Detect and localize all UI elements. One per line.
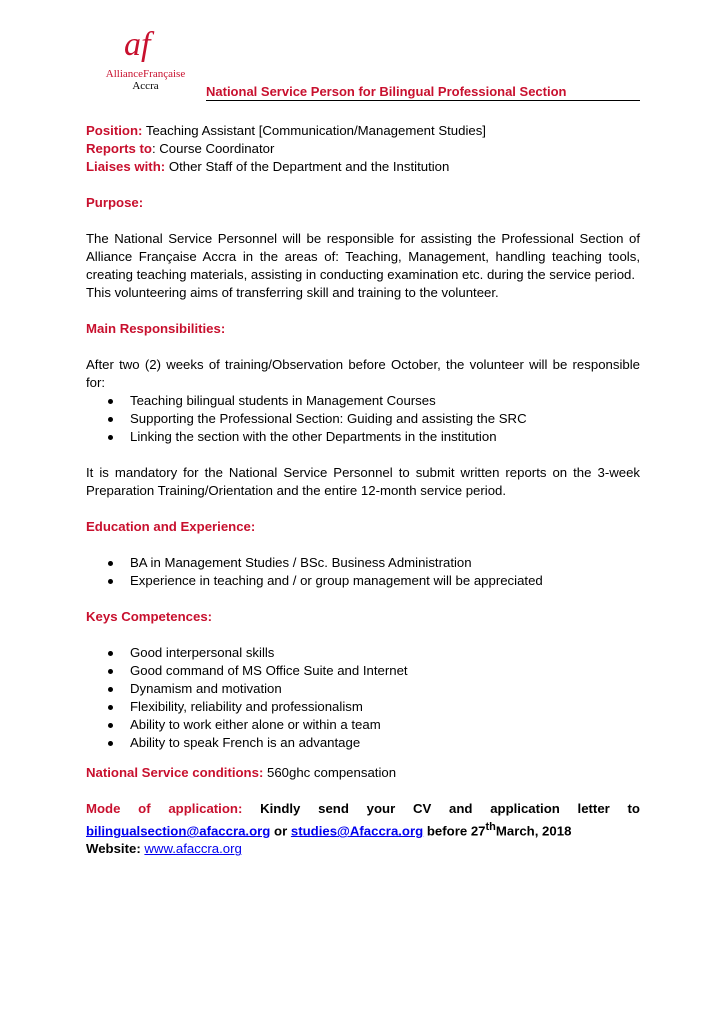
education-list (86, 554, 640, 590)
responsibilities-list (86, 392, 640, 446)
liaises-with-label: Liaises with: (86, 159, 166, 174)
website-label: Website: (86, 841, 145, 857)
education-heading: Education and Experience: (86, 519, 256, 534)
list-item: Good command of MS Office Suite and Internet (86, 662, 640, 680)
list-item: Linking the section with the other Departments in the institution (86, 428, 640, 446)
logo-mark: af (124, 26, 151, 63)
service-conditions-line (86, 764, 640, 782)
list-item: Experience in teaching and / or group management will be appreciated (86, 572, 640, 590)
mode-of-application-label: Mode of application: (86, 801, 243, 816)
liaises-with-line (86, 158, 640, 176)
position-line (86, 122, 640, 140)
responsibilities-heading: Main Responsibilities: (86, 321, 226, 336)
bilingual-section-email-link[interactable]: bilingualsection@afaccra.org (86, 823, 271, 839)
list-item: Ability to work either alone or within a team (86, 716, 640, 734)
title-underline (206, 100, 640, 101)
application-text: Kindly send your CV and application letter to (242, 801, 640, 816)
mode-of-application (86, 800, 640, 840)
responsibilities-intro: After two (2) weeks of training/Observation before October, the volunteer will be responsible for: (86, 357, 640, 390)
service-conditions-value: 560ghc compensation (263, 765, 397, 780)
studies-email-link[interactable]: studies@Afaccra.org (290, 823, 424, 839)
logo-city: Accra (132, 80, 159, 92)
list-item: Ability to speak French is an advantage (86, 734, 640, 752)
competences-heading: Keys Competences: (86, 609, 213, 624)
list-item: Supporting the Professional Section: Guiding and assisting the SRC (86, 410, 640, 428)
list-item: BA in Management Studies / BSc. Business Administration (86, 554, 640, 572)
logo-name: AllianceFrançaise (105, 68, 186, 80)
application-text: before 27 (423, 823, 486, 839)
list-item: Dynamism and motivation (86, 680, 640, 698)
service-conditions-label: National Service conditions: (86, 765, 264, 780)
liaises-with-value: Other Staff of the Department and the Institution (165, 159, 450, 174)
purpose-heading: Purpose: (86, 195, 144, 210)
alliance-francaise-logo (88, 28, 203, 98)
purpose-paragraph-2: This volunteering aims of transferring skill and training to the volunteer. (86, 285, 499, 300)
list-item: Teaching bilingual students in Management Courses (86, 392, 640, 410)
reports-to-value: : Course Coordinator (151, 141, 275, 156)
competences-list (86, 644, 640, 752)
application-deadline: March, 2018 (495, 823, 572, 839)
date-superscript: th (485, 821, 496, 833)
reports-requirement: It is mandatory for the National Service Personnel to submit written reports on the 3-week Preparation Training/Orientation and the entire 12-month service period. (86, 465, 640, 498)
reports-to-line (86, 140, 640, 158)
application-text: or (270, 823, 291, 839)
document-title: National Service Person for Bilingual Professional Section (206, 84, 567, 99)
website-line (86, 840, 640, 858)
document-body (86, 122, 640, 858)
position-label: Position: (86, 123, 143, 138)
list-item: Good interpersonal skills (86, 644, 640, 662)
position-value: Teaching Assistant [Communication/Management Studies] (142, 123, 486, 138)
purpose-paragraph: The National Service Personnel will be responsible for assisting the Professional Section of Alliance Française Accra in the areas of: Teaching, Management, handling teaching tools, creating teaching materials, assisting in conducting examination etc. during the service period. (86, 231, 640, 282)
reports-to-label: Reports to (86, 141, 152, 156)
website-link[interactable]: www.afaccra.org (144, 841, 242, 857)
list-item: Flexibility, reliability and professionalism (86, 698, 640, 716)
